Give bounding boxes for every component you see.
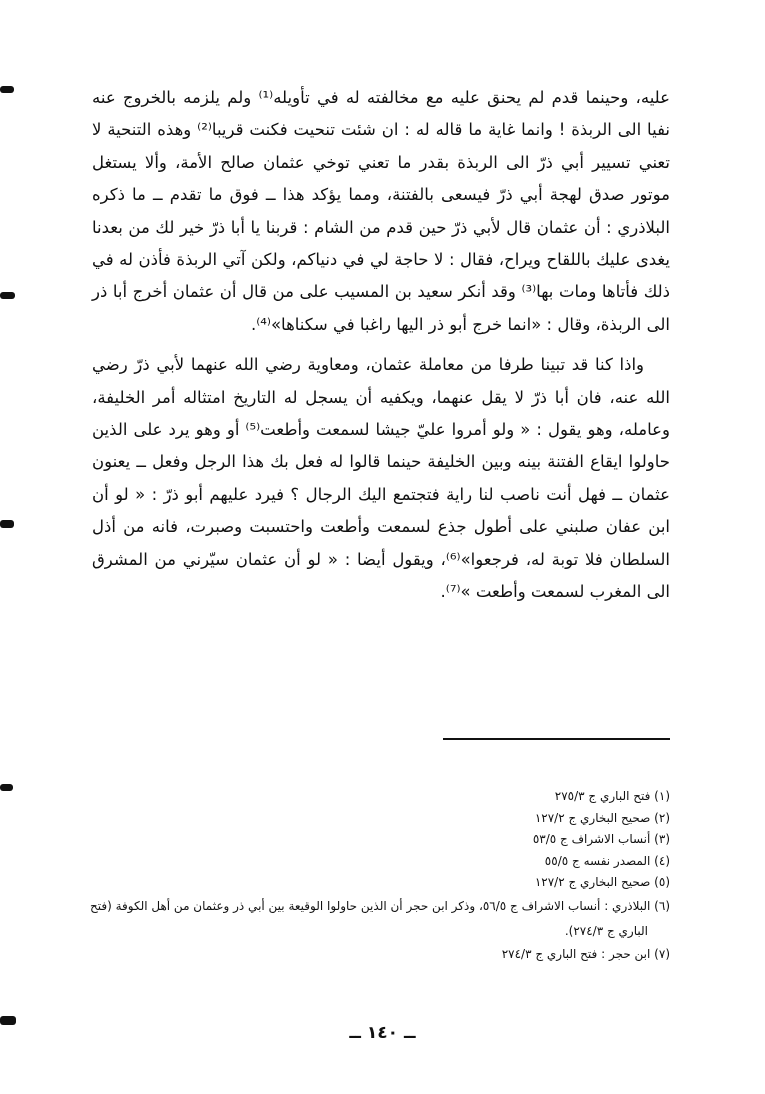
footnote-5: (٥) صحيح البخاري ج ١٢٧/٢ — [534, 875, 670, 889]
footnote-3: (٣) أنساب الاشراف ج ٥٣/٥ — [532, 832, 670, 846]
page-number: ــ ١٤٠ ــ — [349, 1023, 416, 1043]
footnotes — [80, 786, 670, 965]
scan-mark — [0, 784, 13, 791]
footnote-separator — [443, 738, 670, 740]
scan-mark — [0, 86, 14, 93]
scan-mark — [0, 520, 14, 528]
footnote-1: (١) فتح الباري ج ٢٧٥/٣ — [554, 789, 670, 803]
body-text — [92, 82, 670, 609]
paragraph-2: واذا كنا قد تبينا طرفا من معاملة عثمان، ومعاوية رضي الله عنهما لأبي ذرّ رضي الله عنه، فان أبا ذرّ لا يقل عنهما، ويكفيه أن يسجل له التاريخ امتثاله أمر الخليفة، وعامله، وهو يقول : « ولو أمروا عليّ جيشا لسمعت وأطعت⁽⁵⁾ أو وهو يرد على الذين حاولوا ايقاع الفتنة بينه وبين الخليفة حينما قالوا له فعل بك هذا الرجل وفعل ــ يعنون عثمان ــ فهل أنت ناصب لنا راية فتجتمع اليك الرجال ؟ فيرد عليهم أبو ذرّ : « لو أن ابن عفان صلبني على أطول جذع لسمعت وأطعت واحتسبت وصبرت، فانه من أذل السلطان فلا توبة له، فرجعوا»⁽⁶⁾، ويقول أيضا : « لو أن عثمان سيّرني من المشرق الى المغرب لسمعت وأطعت »⁽⁷⁾. — [92, 355, 670, 602]
footnote-4: (٤) المصدر نفسه ج ٥٥/٥ — [544, 853, 670, 868]
footnote-6: (٦) البلاذري : أنساب الاشراف ج ٥٦/٥، وذكر ابن حجر أن الذين حاولوا الوقيعة بين أبي ذر وعثمان من أهل الكوفة (فتح الباري ج ٢٧٤/٣). — [89, 898, 670, 938]
scan-mark — [0, 292, 15, 299]
footnote-7: (٧) ابن حجر : فتح الباري ج ٢٧٤/٣ — [501, 946, 670, 961]
footnote-2: (٢) صحيح البخاري ج ١٢٧/٢ — [534, 810, 670, 825]
paragraph-1: عليه، وحينما قدم لم يحنق عليه مع مخالفته له في تأويله⁽¹⁾ ولم يلزمه بالخروج عنه نفيا الى الربذة ! وانما غاية ما قاله له : ان شئت تنحيت فكنت قريبا⁽²⁾ وهذه التنحية لا تعني تسيير أبي ذرّ الى الربذة بقدر ما تعني توخي عثمان صالح الأمة، وألا يستغل موتور صدق لهجة أبي ذرّ فيسعى بالفتنة، ومما يؤكد هذا ــ فوق ما تقدم ــ ما ذكره البلاذري : أن عثمان قال لأبي ذرّ حين قدم من الشام : قربنا يا أبا ذرّ خير لك من بعدنا يغدى عليك باللقاح ويراح، فقال : لا حاجة لي في دنياكم، ولكن آتي الربذة فأذن له في ذلك فأتاها ومات بها⁽³⁾ وقد أنكر سعيد بن المسيب على من قال أن عثمان أخرج أبا ذر الى الربذة، وقال : «انما خرج أبو ذر اليها راغبا في سكناها»⁽⁴⁾. — [92, 88, 671, 334]
